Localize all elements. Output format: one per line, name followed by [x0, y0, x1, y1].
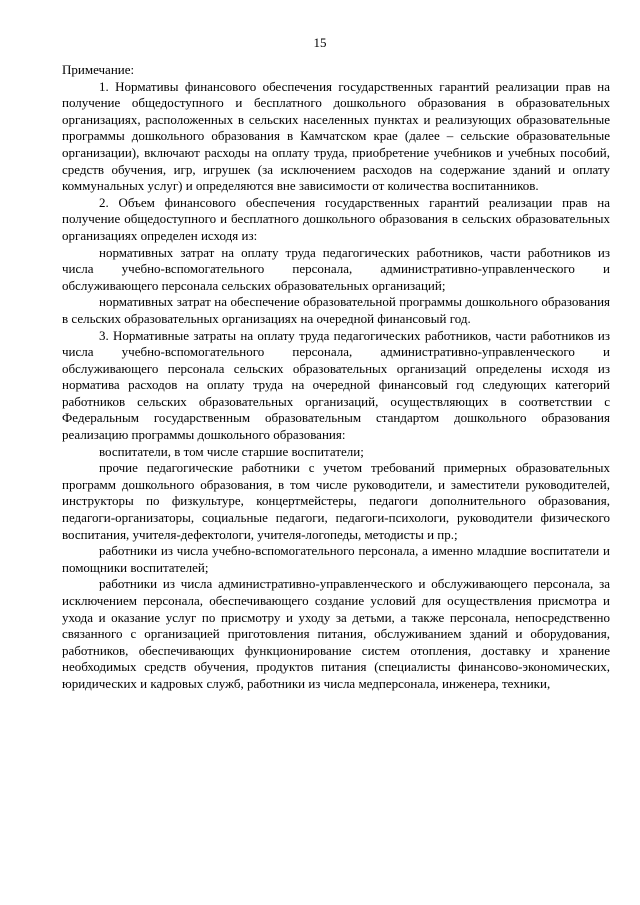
note-label: Примечание:: [62, 62, 135, 77]
document-body: [62, 62, 610, 693]
paragraph-3-item-4: работники из числа административно-управленческого и обслуживающего персонала, за исключением персонала, обеспечивающего создание условий для осуществления присмотра и ухода и оказание услуг по присмотру и уходу за детьми, а также персонала, непосредственно связанного с организацией приготовления питания, обслуживанием зданий и оборудования, работников, обеспечивающих функционирование систем отопления, доставку и хранение необходимых средств обучения, продуктов питания (специалисты финансово-экономических, юридических и кадровых служб, работники из числа медперсонала, инженера, техники,: [62, 576, 610, 691]
paragraph-2: 2. Объем финансового обеспечения государственных гарантий реализации прав на получение общедоступного и бесплатного дошкольного образования в сельских образовательных организациях определен исходя из:: [62, 194, 610, 243]
paragraph-3-item-1: воспитатели, в том числе старшие воспитатели;: [99, 443, 364, 459]
page-number: 15: [313, 35, 327, 50]
paragraph-2-item-1: нормативных затрат на оплату труда педагогических работников, части работников из числа учебно-вспомогательного персонала, административно-управленческого и обслуживающего персонала сельских образовательных организаций;: [62, 244, 610, 293]
paragraph-3-item-2: прочие педагогические работники с учетом требований примерных образовательных программ дошкольного образования, в том числе руководители, и заместители руководителей, инструкторы по физкультуре, концертмейстеры, педагоги дополнительного образования, педагоги-организаторы, социальные педагоги, педагоги-психологи, руководители физического воспитания, учителя-дефектологи, учителя-логопеды, методисты и пр.;: [62, 460, 610, 542]
paragraph-3-item-3: работники из числа учебно-вспомогательного персонала, а именно младшие воспитатели и помощники воспитателей;: [62, 543, 610, 575]
paragraph-1: 1. Нормативы финансового обеспечения государственных гарантий реализации прав на получение общедоступного и бесплатного дошкольного образования в образовательных организациях, расположенных в сельских населенных пунктах и реализующих образовательные программы дошкольного образования в Камчатском крае (далее – сельские образовательные организации), включают расходы на оплату труда, приобретение учебников и учебных пособий, средств обучения, игр, игрушек (за исключением расходов на содержание зданий и оплату коммунальных услуг) и определяются вне зависимости от количества воспитанников.: [62, 78, 610, 194]
paragraph-2-item-2: нормативных затрат на обеспечение образовательной программы дошкольного образования в сельских образовательных организациях на очередной финансовый год.: [62, 294, 610, 326]
paragraph-3: 3. Нормативные затраты на оплату труда педагогических работников, части работников из числа учебно-вспомогательного персонала, административно-управленческого и обслуживающего персонала сельских образовательных организаций определены исходя из норматива расходов на оплату труда на очередной финансовый год следующих категорий работников сельских образовательных организаций, осуществляющих в соответствии с Федеральным государственным образовательным стандартом дошкольного образования реализацию программы дошкольного образования:: [62, 327, 610, 443]
